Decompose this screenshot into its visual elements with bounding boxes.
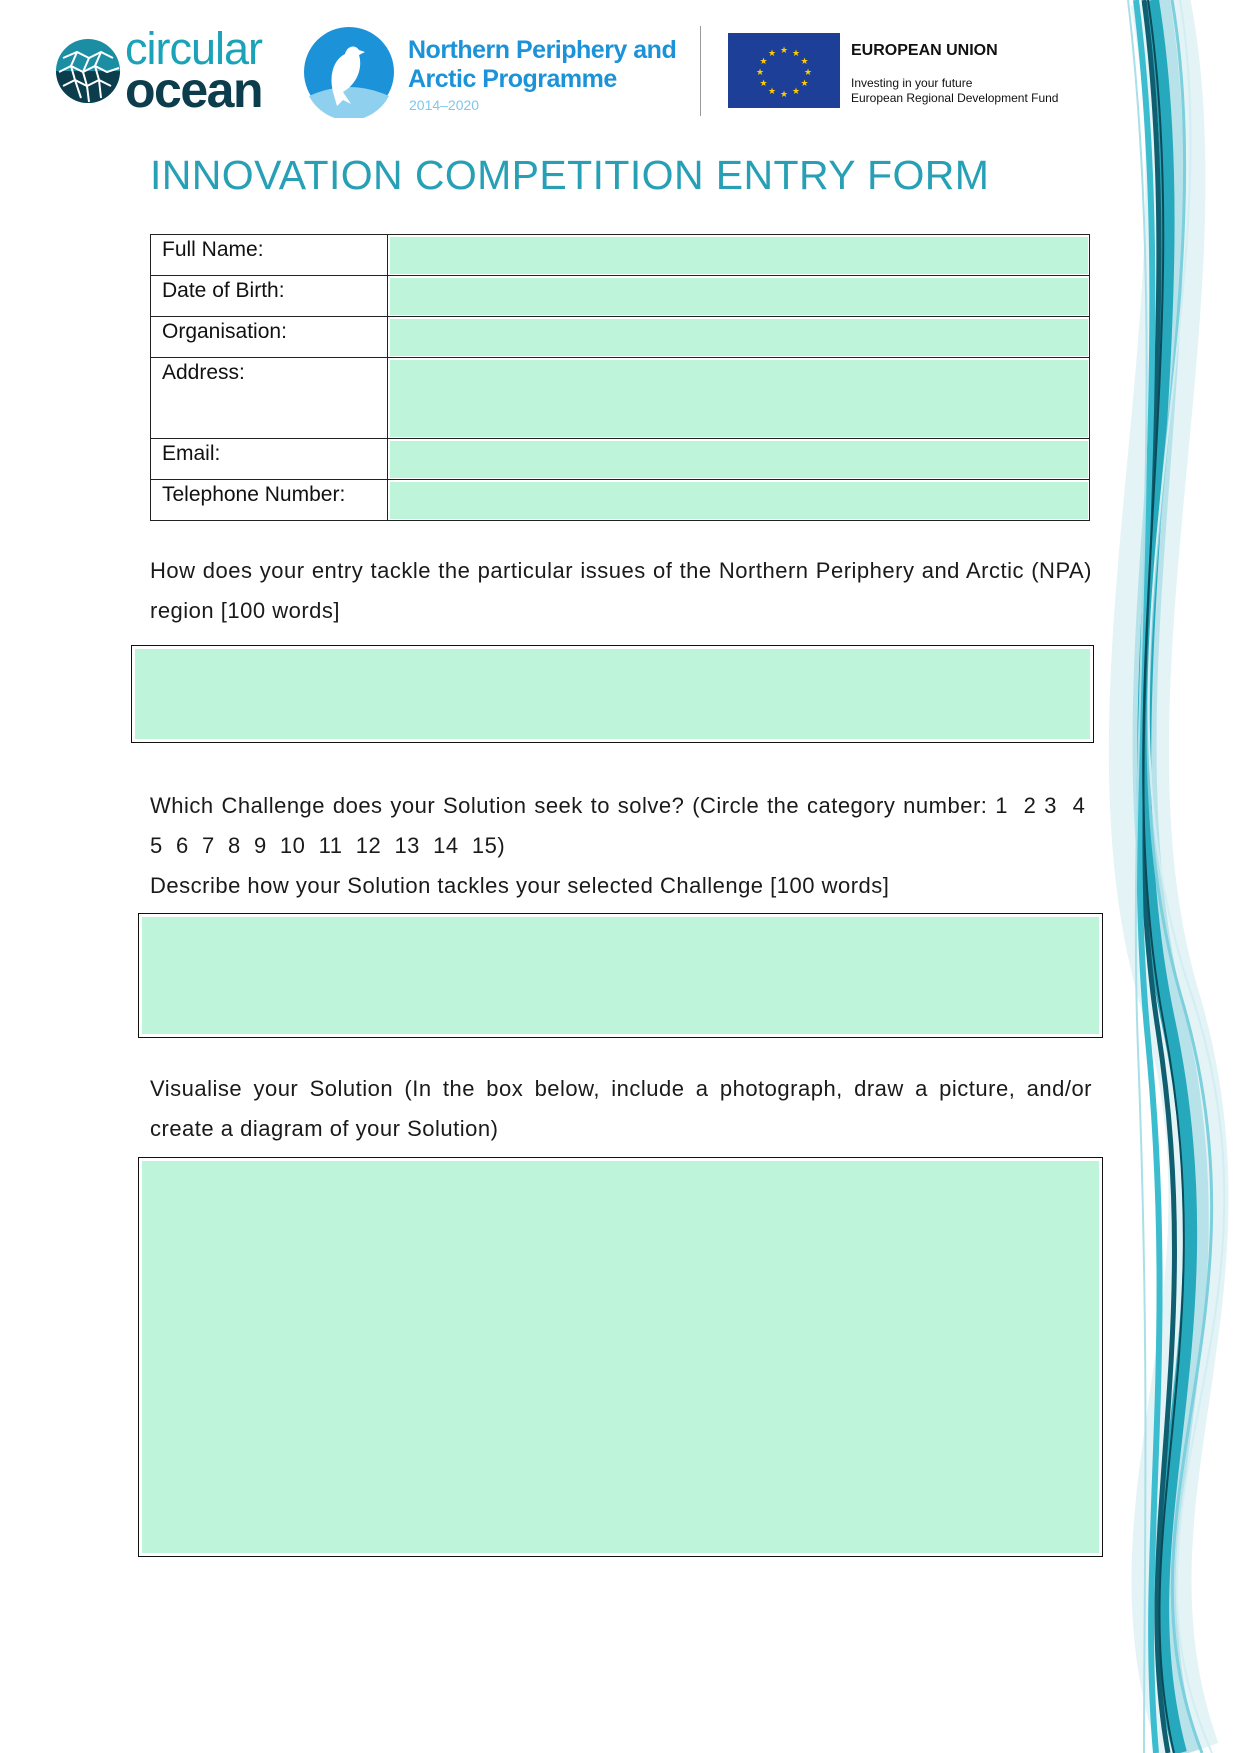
svg-text:★: ★ xyxy=(791,49,801,59)
telephone-label: Telephone Number: xyxy=(151,480,388,521)
organisation-field[interactable] xyxy=(388,317,1090,358)
full-name-label: Full Name: xyxy=(151,235,388,276)
solution-description-answer-box[interactable] xyxy=(138,913,1103,1038)
challenge-number[interactable]: 9 xyxy=(253,833,267,858)
eu-subtitle-line-2: European Regional Development Fund xyxy=(851,91,1059,105)
challenge-number[interactable]: 8 xyxy=(227,833,241,858)
npa-years: 2014–2020 xyxy=(409,97,480,113)
svg-text:★: ★ xyxy=(779,90,789,100)
challenge-close: ) xyxy=(497,833,506,858)
eu-title: EUROPEAN UNION xyxy=(851,42,998,59)
npa-line-1: Northern Periphery and xyxy=(408,36,677,64)
question-describe-solution: Describe how your Solution tackles your selected Challenge [100 words] xyxy=(150,873,890,898)
challenge-number[interactable]: 10 xyxy=(279,833,306,858)
logo-word-ocean: ocean xyxy=(125,62,263,118)
eu-flag xyxy=(728,33,840,108)
npa-line-2: Arctic Programme xyxy=(408,65,617,93)
challenge-number[interactable]: 6 xyxy=(175,833,189,858)
address-label: Address: xyxy=(151,358,388,439)
table-row xyxy=(151,235,1090,276)
email-field[interactable] xyxy=(388,439,1090,480)
challenge-number[interactable]: 2 xyxy=(1023,793,1037,818)
npa-bird-logo-icon xyxy=(303,26,395,118)
address-field[interactable] xyxy=(388,358,1090,439)
svg-text:★: ★ xyxy=(791,87,801,97)
challenge-number[interactable]: 14 xyxy=(433,833,459,858)
telephone-field[interactable] xyxy=(388,480,1090,521)
personal-details-table xyxy=(150,234,1090,521)
svg-text:★: ★ xyxy=(759,57,768,67)
challenge-number[interactable]: 12 xyxy=(355,833,382,858)
circular-ocean-logo xyxy=(125,23,263,118)
date-of-birth-field[interactable] xyxy=(388,276,1090,317)
npa-logo-text xyxy=(408,36,676,94)
challenge-number[interactable]: 11 xyxy=(318,833,343,858)
svg-text:★: ★ xyxy=(800,57,809,67)
eu-stars-icon xyxy=(728,33,840,108)
eu-subtitle-line-1: Investing in your future xyxy=(851,76,973,90)
question-challenge xyxy=(150,786,1092,866)
npa-issues-answer-box[interactable] xyxy=(131,645,1094,743)
svg-text:★: ★ xyxy=(779,46,789,56)
challenge-number[interactable]: 15 xyxy=(471,833,498,858)
challenge-intro: Which Challenge does your Solution seek to solve? (Circle the category number: xyxy=(150,793,988,818)
question-visualise-solution: Visualise your Solution (In the box below, include a photograph, draw a picture, and/or create a diagram of your Solution) xyxy=(150,1076,1092,1141)
date-of-birth-label: Date of Birth: xyxy=(151,276,388,317)
challenge-number[interactable]: 3 xyxy=(1044,793,1057,818)
header-divider xyxy=(700,26,701,116)
table-row xyxy=(151,317,1090,358)
table-row xyxy=(151,439,1090,480)
svg-text:★: ★ xyxy=(759,79,768,89)
svg-text:★: ★ xyxy=(767,87,777,97)
logo-word-circular: circular xyxy=(125,23,263,74)
challenge-number[interactable]: 4 xyxy=(1072,793,1086,818)
svg-text:★: ★ xyxy=(767,49,777,59)
question-npa-issues: How does your entry tackle the particular issues of the Northern Periphery and Arctic (NPA) region [100 words] xyxy=(150,558,1092,623)
circular-ocean-globe-icon xyxy=(55,38,121,104)
full-name-field[interactable] xyxy=(388,235,1090,276)
eu-subtitle xyxy=(851,76,1058,106)
table-row xyxy=(151,480,1090,521)
challenge-number[interactable]: 7 xyxy=(201,833,215,858)
challenge-number[interactable]: 5 xyxy=(150,833,163,858)
svg-text:★: ★ xyxy=(803,68,813,78)
email-label: Email: xyxy=(151,439,388,480)
table-row xyxy=(151,276,1090,317)
organisation-label: Organisation: xyxy=(151,317,388,358)
page-title: INNOVATION COMPETITION ENTRY FORM xyxy=(150,152,990,198)
table-row xyxy=(151,358,1090,439)
svg-text:★: ★ xyxy=(755,68,765,78)
visualise-solution-box[interactable] xyxy=(138,1157,1103,1557)
challenge-number[interactable]: 13 xyxy=(394,833,420,858)
svg-text:★: ★ xyxy=(800,79,809,89)
challenge-number[interactable]: 1 xyxy=(995,793,1008,818)
